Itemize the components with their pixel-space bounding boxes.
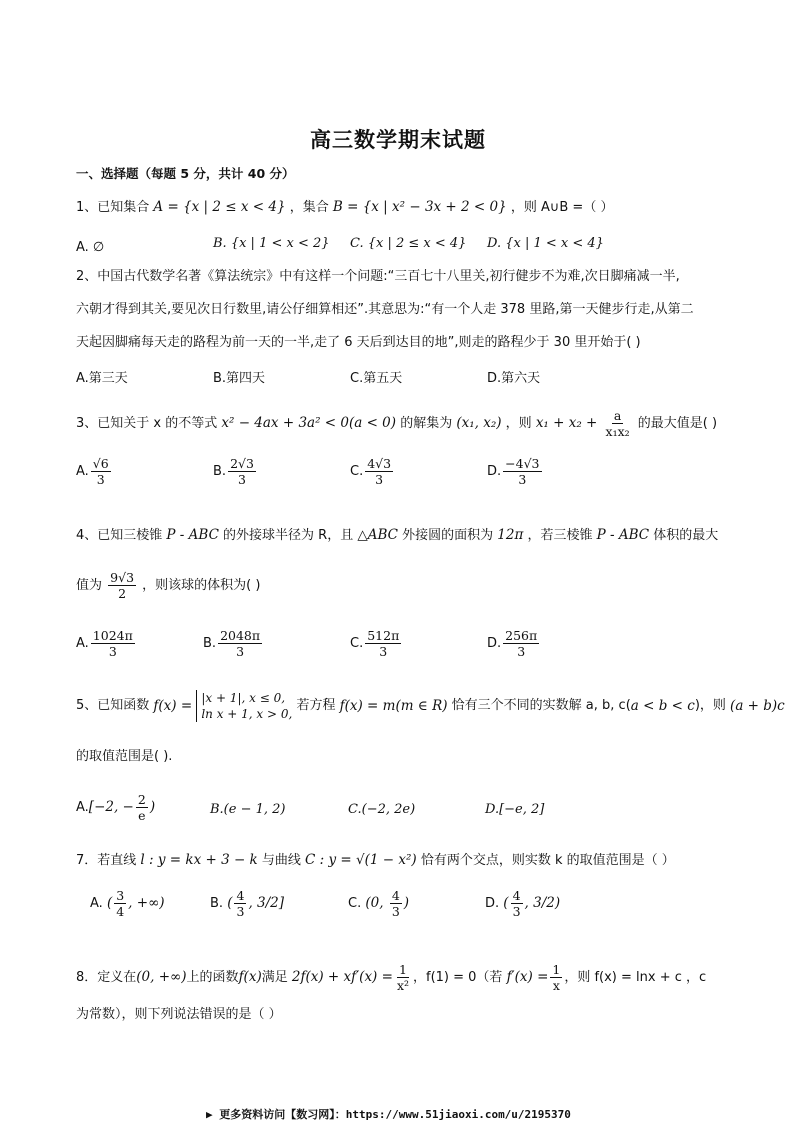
q4-opt-a-frac xyxy=(91,628,135,659)
q8-hint: f′(x) = xyxy=(506,969,549,985)
q7-opt-b-den: 3 xyxy=(236,904,245,919)
q3-opt-a-label: A. xyxy=(76,464,89,479)
question-3-stem xyxy=(76,408,717,439)
q5-mid2: 恰有三个不同的实数解 a, b, c( xyxy=(451,698,631,713)
q4-option-b[interactable] xyxy=(203,628,264,659)
q3-prefix: 3、已知关于 x 的不等式 xyxy=(76,416,218,431)
q5-prefix: 5、已知函数 xyxy=(76,698,150,713)
q7-opt-a-frac xyxy=(114,888,126,919)
q3-then: ，则 xyxy=(505,416,532,431)
q8-mid2: 满足 xyxy=(261,970,288,985)
q3-opt-c-frac xyxy=(365,456,393,487)
q8-hint-tail: ，则 f(x) = lnx + c ，c xyxy=(564,970,707,985)
q4-opt-d-frac xyxy=(503,628,539,659)
q3-expr-head: x₁ + x₂ + xyxy=(535,415,598,431)
q4-opt-c-frac xyxy=(365,628,401,659)
q4-pyramid-2: P - ABC xyxy=(596,527,650,543)
q7-opt-b-label: B. xyxy=(210,896,224,911)
q1-prefix: 1、已知集合 xyxy=(76,200,150,215)
q7-opt-c-tail: ) xyxy=(403,895,410,911)
q7-opt-a-label: A. xyxy=(90,896,103,911)
q7-opt-a-den: 4 xyxy=(116,904,125,919)
q7-opt-c-den: 3 xyxy=(391,904,400,919)
q7-opt-b-num: 4 xyxy=(236,888,245,903)
q8-eq-den: x² xyxy=(396,978,409,993)
q2-option-b[interactable]: B.第四天 xyxy=(213,371,266,386)
q4-opt-d-num: 256π xyxy=(505,628,538,643)
q5-mid: 若方程 xyxy=(296,698,336,713)
q5-opt-a-end: ) xyxy=(149,799,156,815)
q3-expr-den: x₁x₂ xyxy=(605,424,630,439)
q7-line: l : y = kx + 3 − k xyxy=(140,852,258,868)
q4-opt-a-label: A. xyxy=(76,636,89,651)
q8-hint-den: x xyxy=(552,978,560,993)
q3-opt-a-num: √6 xyxy=(92,456,109,471)
q5-target: (a + b)c xyxy=(730,698,785,714)
q5-case-2: ln x + 1, x > 0, xyxy=(201,707,293,721)
q3-expr-fraction xyxy=(604,408,632,439)
q5-piecewise xyxy=(196,690,292,722)
q4-l2-b: ，则该球的体积为( ) xyxy=(142,578,261,593)
q1-option-d[interactable]: D. {x | 1 < x < 4} xyxy=(487,236,604,251)
q5-opt-a-label: A. xyxy=(76,800,89,815)
q7-opt-b-tail: , 3/2] xyxy=(248,895,285,911)
q1-option-c[interactable]: C. {x | 2 ≤ x < 4} xyxy=(350,236,467,251)
q3-opt-c-den: 3 xyxy=(375,472,384,487)
q8-fx: f(x) xyxy=(238,969,262,985)
q4-line-2 xyxy=(76,570,260,601)
q8-f1: ，f(1) = 0（若 xyxy=(413,970,503,985)
footer-link[interactable]: ▶ 更多资料访问【数习网】：https://www.51jiaoxi.com/u/2195370 xyxy=(206,1108,571,1121)
q2-option-a[interactable]: A.第三天 xyxy=(76,371,128,386)
q4-vol-den: 2 xyxy=(118,586,127,601)
q7-opt-c-open: (0, xyxy=(365,895,388,911)
q4-vol-num: 9√3 xyxy=(110,570,135,585)
q1-set-a: A = {x | 2 ≤ x < 4} xyxy=(153,199,286,215)
page-title: 高三数学期末试题 xyxy=(310,128,486,152)
q7-option-c[interactable] xyxy=(348,888,409,919)
q7-opt-c-frac xyxy=(390,888,402,919)
q4-l2-a: 值为 xyxy=(76,578,103,593)
q5-opt-a-frac xyxy=(136,792,148,823)
q2-option-c[interactable]: C.第五天 xyxy=(350,371,403,386)
q4-l1-c: 外接圆的面积为 xyxy=(402,528,494,543)
q7-option-a[interactable] xyxy=(90,888,165,919)
q7-curve: C : y = √(1 − x²) xyxy=(305,852,417,868)
q7-opt-d-frac xyxy=(511,888,523,919)
q7-option-d[interactable] xyxy=(485,888,560,919)
q4-opt-a-num: 1024π xyxy=(92,628,133,643)
q4-opt-b-frac xyxy=(218,628,262,659)
q2-line-2: 六朝才得到其关,要见次日行数里,请公仔细算相还”.其意思为:“有一个人走 378 里路,第一天健步行走,从第二 xyxy=(76,302,694,317)
q3-opt-b-label: B. xyxy=(213,464,227,479)
q8-eq-num: 1 xyxy=(398,962,407,977)
q3-opt-b-frac xyxy=(228,456,256,487)
q7-opt-d-den: 3 xyxy=(512,904,521,919)
q4-l1-a: 4、已知三棱锥 xyxy=(76,528,163,543)
q3-opt-a-frac xyxy=(91,456,111,487)
q8-domain: (0, +∞) xyxy=(136,969,187,985)
q4-opt-c-num: 512π xyxy=(367,628,400,643)
q4-option-c[interactable] xyxy=(350,628,403,659)
q8-hint-frac xyxy=(550,962,562,993)
q7-opt-a-num: 3 xyxy=(116,888,125,903)
q1-option-a[interactable]: A. ∅ xyxy=(76,240,105,255)
q4-pyramid: P - ABC xyxy=(166,527,219,543)
q3-opt-d-frac xyxy=(503,456,541,487)
q5-opt-a-val: [−2, − xyxy=(88,799,134,815)
q5-order: a < b < c xyxy=(630,698,695,714)
q4-l1-e: 体积的最大 xyxy=(653,528,719,543)
q3-opt-b-num: 2√3 xyxy=(230,456,254,471)
q4-opt-c-den: 3 xyxy=(379,644,388,659)
q1-set-b: B = {x | x² − 3x + 2 < 0} xyxy=(332,199,507,215)
q5-mid3: )，则 xyxy=(694,698,726,713)
q4-area: 12π xyxy=(497,527,524,543)
q3-opt-d-num: −4√3 xyxy=(505,456,540,471)
q2-option-d[interactable]: D.第六天 xyxy=(487,371,541,386)
q7-opt-d-open: ( xyxy=(503,895,509,911)
section-heading: 一、选择题（每题 5 分，共计 40 分） xyxy=(76,166,295,181)
q2-line-1: 2、中国古代数学名著《算法统宗》中有这样一个问题:“三百七十八里关,初行健步不为难,次日脚痛减一半, xyxy=(76,269,680,284)
q8-equation: 2f(x) + xf′(x) = xyxy=(291,969,393,985)
q1-mid: ，集合 xyxy=(289,200,329,215)
q7-opt-d-label: D. xyxy=(485,896,500,911)
q8-hint-num: 1 xyxy=(552,962,561,977)
q1-suffix: ，则 A∪B =（ ） xyxy=(510,200,614,215)
q4-l1-d: ，若三棱锥 xyxy=(527,528,593,543)
q5-equation: f(x) = m(m ∈ R) xyxy=(339,698,448,714)
q4-opt-b-label: B. xyxy=(203,636,217,651)
q4-opt-d-label: D. xyxy=(487,636,502,651)
q5-opt-a-num: 2 xyxy=(137,792,146,807)
q4-opt-c-label: C. xyxy=(350,636,364,651)
q7-opt-b-open: ( xyxy=(227,895,233,911)
q4-option-a[interactable] xyxy=(76,628,137,659)
q3-opt-c-label: C. xyxy=(350,464,364,479)
q4-option-d[interactable] xyxy=(487,628,541,659)
q7-opt-d-num: 4 xyxy=(512,888,521,903)
q7-opt-a-tail: , +∞) xyxy=(128,895,165,911)
q5-option-b[interactable]: B.(e − 1, 2) xyxy=(210,802,286,817)
q4-l1-b: 的外接球半径为 R，且 xyxy=(223,528,354,543)
q3-opt-a-den: 3 xyxy=(96,472,105,487)
q7-opt-d-tail: , 3/2) xyxy=(524,895,561,911)
q7-mid: 与曲线 xyxy=(261,853,301,868)
q5-line-1 xyxy=(76,690,785,722)
q8-eq-frac xyxy=(395,962,411,993)
question-1-stem xyxy=(76,198,613,217)
q7-opt-c-label: C. xyxy=(348,896,362,911)
q3-expr-num: a xyxy=(613,408,622,423)
q7-opt-b-frac xyxy=(234,888,246,919)
q3-mid: 的解集为 xyxy=(400,416,453,431)
q3-interval: (x₁, x₂) xyxy=(456,415,502,431)
q5-option-a[interactable] xyxy=(76,792,155,823)
q8-line-1 xyxy=(76,962,706,993)
q8-line-2: 为常数），则下列说法错误的是（ ） xyxy=(76,1007,282,1022)
q5-line-2: 的取值范围是( ). xyxy=(76,749,173,764)
q3-option-c[interactable] xyxy=(350,456,395,487)
q4-opt-d-den: 3 xyxy=(517,644,526,659)
q5-case-1: |x + 1|, x ≤ 0, xyxy=(201,691,286,705)
question-7-stem xyxy=(76,851,675,870)
q4-volume-fraction xyxy=(108,570,136,601)
q3-opt-b-den: 3 xyxy=(238,472,246,487)
q1-option-b[interactable]: B. {x | 1 < x < 2} xyxy=(213,236,330,251)
q5-opt-a-den: e xyxy=(138,808,146,823)
q3-option-a[interactable] xyxy=(76,456,113,487)
q3-opt-d-label: D. xyxy=(487,464,502,479)
q4-opt-b-num: 2048π xyxy=(220,628,261,643)
q3-opt-d-den: 3 xyxy=(518,472,527,487)
q3-suffix: 的最大值是( ) xyxy=(637,416,718,431)
q5-fx: f(x) = xyxy=(153,698,193,714)
q8-prefix: 8．定义在 xyxy=(76,970,137,985)
q4-opt-b-den: 3 xyxy=(236,644,245,659)
q3-option-d[interactable] xyxy=(487,456,544,487)
q4-line-1 xyxy=(76,526,718,545)
q7-opt-a-open: ( xyxy=(106,895,113,911)
q4-opt-a-den: 3 xyxy=(108,644,117,659)
q2-line-3: 天起因脚痛每天走的路程为前一天的一半,走了 6 天后到达目的地”,则走的路程少于 30 里开始于( ) xyxy=(76,335,641,350)
q4-triangle: △ABC xyxy=(357,527,398,543)
q5-option-d[interactable]: D.[−e, 2] xyxy=(485,802,545,817)
q3-inequality: x² − 4ax + 3a² < 0(a < 0) xyxy=(221,415,397,431)
q7-opt-c-num: 4 xyxy=(391,888,400,903)
q3-opt-c-num: 4√3 xyxy=(367,456,392,471)
q7-suffix: 恰有两个交点，则实数 k 的取值范围是（ ） xyxy=(420,853,675,868)
q5-option-c[interactable]: C.(−2, 2e) xyxy=(348,802,416,817)
q7-option-b[interactable] xyxy=(210,888,284,919)
q7-prefix: 7．若直线 xyxy=(76,853,137,868)
q8-mid: 上的函数 xyxy=(186,970,239,985)
q3-option-b[interactable] xyxy=(213,456,258,487)
